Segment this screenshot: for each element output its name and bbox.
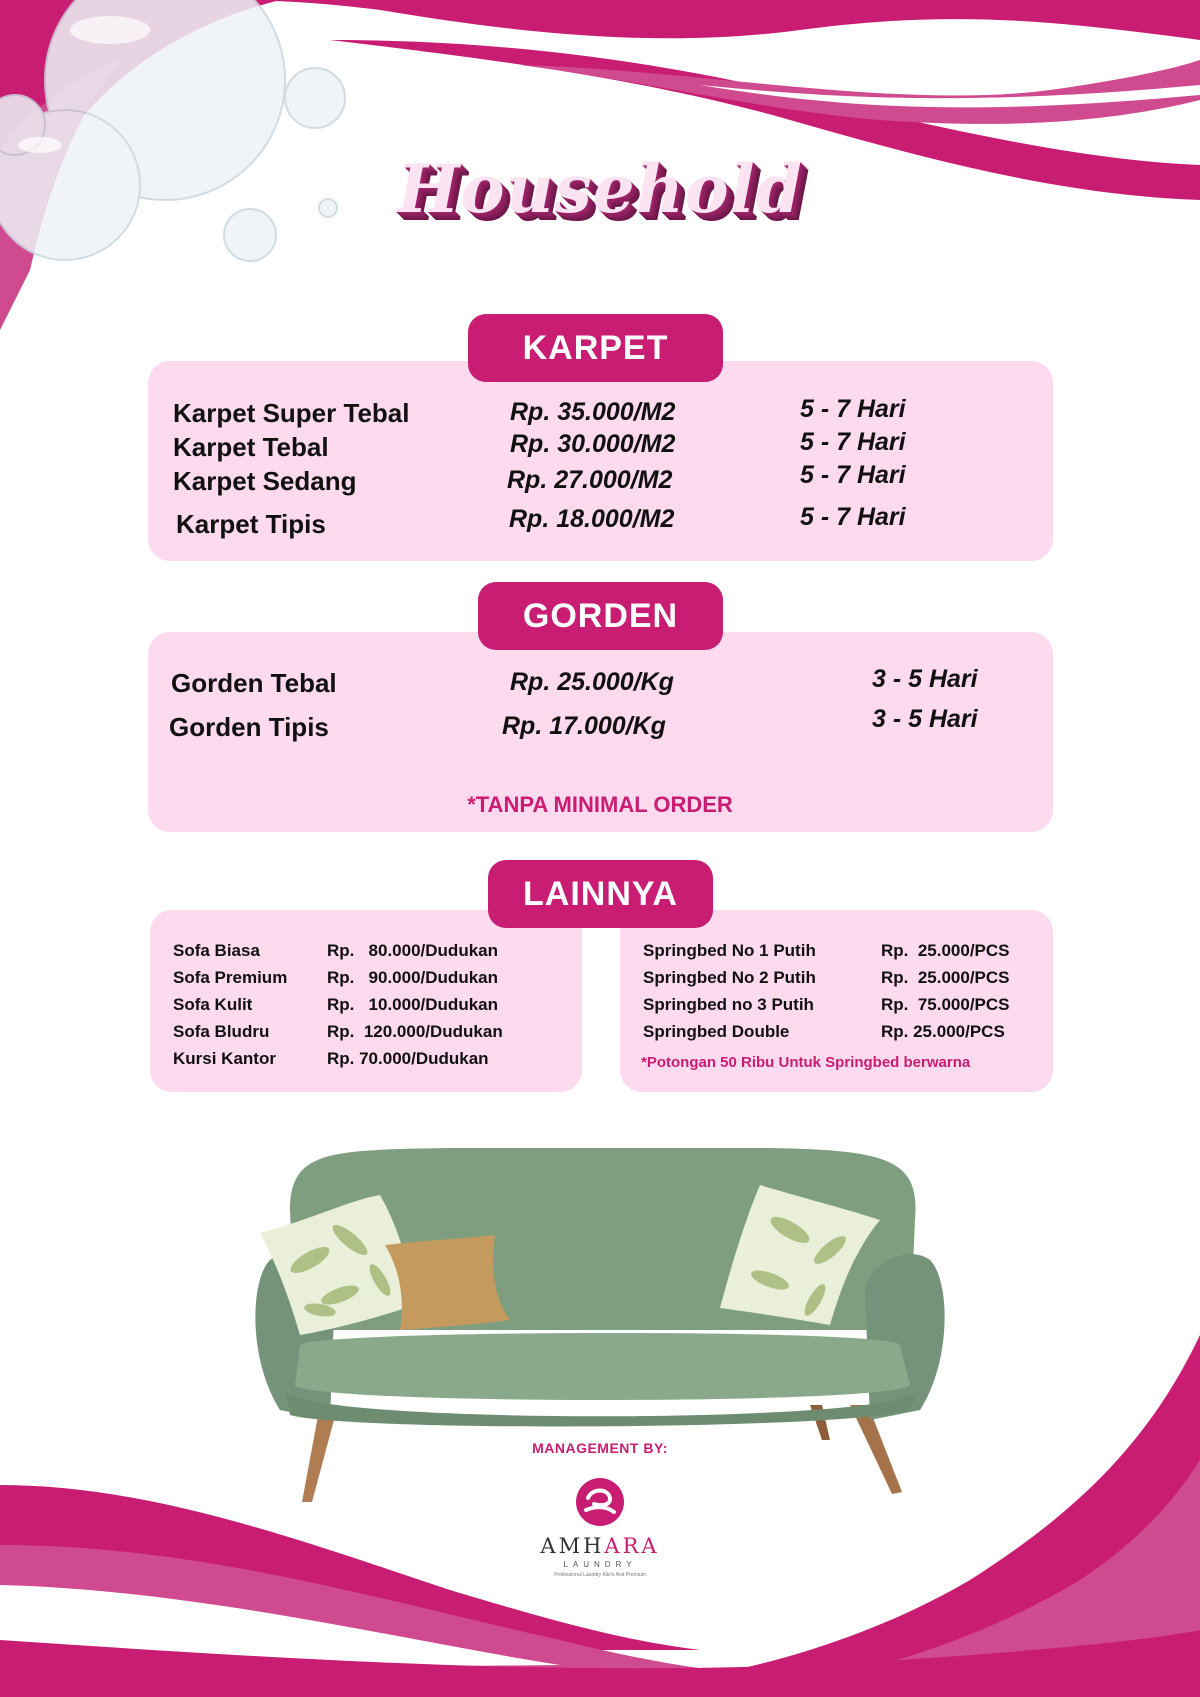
item-name: Sofa Premium (173, 968, 288, 987)
item-duration: 5 - 7 Hari (800, 428, 906, 456)
item-price: Rp. 25.000/PCS (881, 941, 1010, 960)
item-name: Karpet Super Tebal (173, 398, 410, 428)
sofa-seat (295, 1333, 910, 1400)
item-price: Rp. 70.000/Dudukan (327, 1049, 489, 1068)
item-price: Rp. 120.000/Dudukan (327, 1022, 503, 1041)
karpet-header: KARPET (468, 314, 723, 382)
item-name: Springbed Double (643, 1022, 790, 1041)
brand-suffix: ARA (604, 1534, 660, 1558)
item-duration: 5 - 7 Hari (800, 395, 906, 423)
item-duration: 3 - 5 Hari (872, 665, 978, 693)
item-name: Springbed No 2 Putih (643, 968, 816, 987)
item-name: Gorden Tebal (171, 668, 337, 698)
sofa-arm-right (865, 1254, 945, 1420)
item-price: Rp. 27.000/M2 (507, 466, 673, 494)
page-title: Household (397, 150, 803, 228)
management-label: MANAGEMENT BY: (532, 1440, 668, 1456)
item-price: Rp. 18.000/M2 (509, 505, 675, 533)
item-name: Sofa Biasa (173, 941, 260, 960)
amhara-logo-icon (574, 1476, 626, 1528)
item-duration: 5 - 7 Hari (800, 503, 906, 531)
item-price: Rp. 30.000/M2 (510, 430, 676, 458)
item-duration: 5 - 7 Hari (800, 461, 906, 489)
item-price: Rp. 35.000/M2 (510, 398, 676, 426)
gorden-note: *TANPA MINIMAL ORDER (467, 792, 733, 817)
springbed-note: *Potongan 50 Ribu Untuk Springbed berwarna (641, 1054, 971, 1071)
item-price: Rp. 75.000/PCS (881, 995, 1010, 1014)
item-price: Rp. 25.000/Kg (510, 668, 674, 696)
lainnya-header: LAINNYA (488, 860, 713, 928)
brand-sub: LAUNDRY (563, 1560, 637, 1569)
brand-name (535, 1534, 665, 1558)
item-name: Springbed no 3 Putih (643, 995, 814, 1014)
item-name: Sofa Kulit (173, 995, 253, 1014)
item-name: Karpet Tipis (176, 509, 326, 539)
item-price: Rp. 90.000/Dudukan (327, 968, 498, 987)
item-price: Rp. 25.000/PCS (881, 968, 1010, 987)
brand-tagline: Professional Laundry Kilo's And Premium (554, 1572, 646, 1578)
amhara-logo (535, 1476, 665, 1581)
item-name: Springbed No 1 Putih (643, 941, 816, 960)
item-price: Rp. 80.000/Dudukan (327, 941, 498, 960)
gorden-header: GORDEN (478, 582, 723, 650)
pillow-tan (385, 1235, 510, 1330)
item-name: Gorden Tipis (169, 712, 329, 742)
brand-prefix: AMH (540, 1534, 605, 1558)
item-name: Sofa Bludru (173, 1022, 270, 1041)
item-duration: 3 - 5 Hari (872, 705, 978, 733)
item-name: Kursi Kantor (173, 1049, 276, 1068)
item-price: Rp. 10.000/Dudukan (327, 995, 498, 1014)
item-price: Rp. 17.000/Kg (502, 712, 666, 740)
item-name: Karpet Tebal (173, 432, 329, 462)
item-name: Karpet Sedang (173, 466, 357, 496)
item-price: Rp. 25.000/PCS (881, 1022, 1005, 1041)
